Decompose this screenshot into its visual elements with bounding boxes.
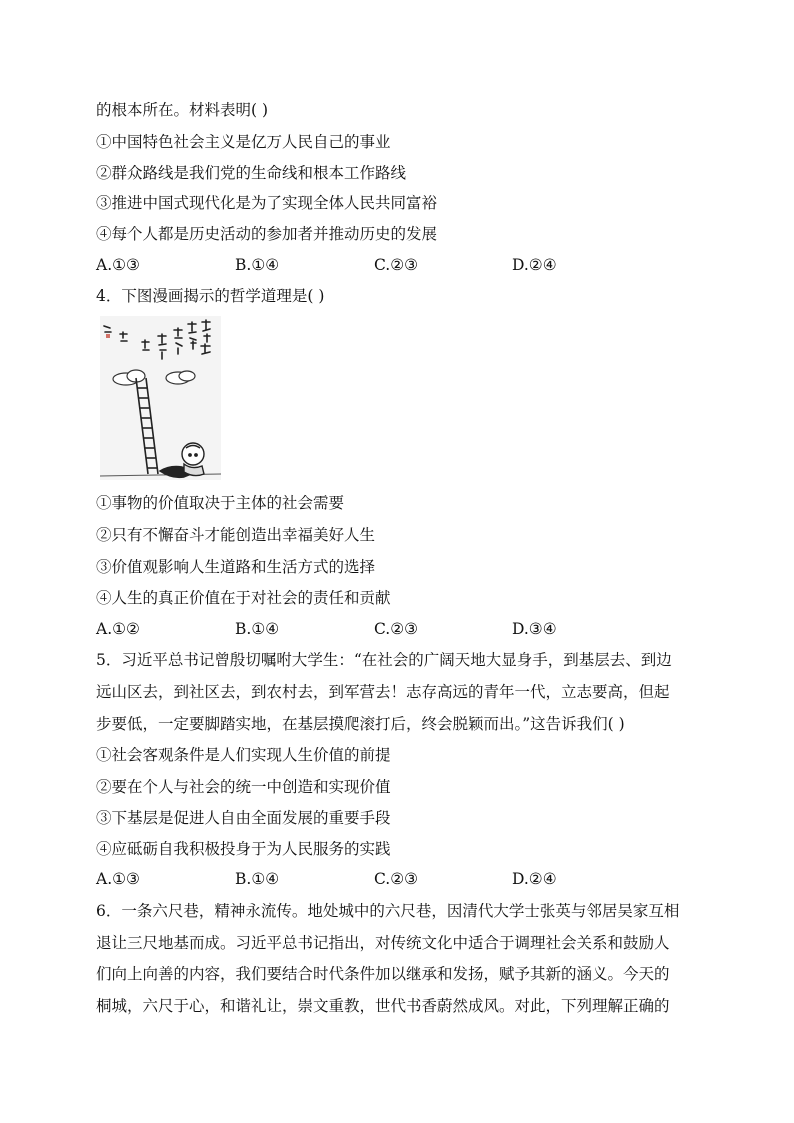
q4-choices	[96, 620, 706, 640]
q6-stem-line-3: 们向上向善的内容，我们要结合时代条件加以继承和发扬，赋予其新的涵义。今天的	[96, 965, 670, 983]
q3-option-3: ③推进中国式现代化是为了实现全体人民共同富裕	[96, 194, 438, 212]
q3-choice-c[interactable]: C.②③	[374, 256, 419, 274]
q4-choice-b[interactable]: B.①④	[235, 620, 280, 638]
q6-stem-line-2: 退让三尺地基而成。习近平总书记指出，对传统文化中适合于调理社会关系和鼓励人	[96, 934, 670, 952]
q4-option-2: ②只有不懈奋斗才能创造出幸福美好人生	[96, 526, 376, 544]
q4-choice-d[interactable]: D.③④	[512, 620, 557, 638]
q4-option-4: ④人生的真正价值在于对社会的责任和贡献	[96, 589, 391, 607]
q4-option-3: ③价值观影响人生道路和生活方式的选择	[96, 558, 376, 576]
q3-option-4: ④每个人都是历史活动的参加者并推动历史的发展	[96, 225, 438, 243]
q5-option-1: ①社会客观条件是人们实现人生价值的前提	[96, 746, 391, 764]
q5-stem-line-1: 5．习近平总书记曾殷切嘱咐大学生：“在社会的广阔天地大显身手，到基层去、到边	[96, 651, 672, 669]
q5-stem-line-2: 远山区去，到社区去，到农村去，到军营去！志存高远的青年一代，立志要高，但起	[96, 683, 670, 701]
q3-stem-end: 的根本所在。材料表明( )	[96, 101, 269, 119]
q3-choices	[96, 256, 706, 276]
q5-choice-c[interactable]: C.②③	[374, 870, 419, 888]
q3-choice-b[interactable]: B.①④	[235, 256, 280, 274]
q5-stem-line-3: 步要低，一定要脚踏实地，在基层摸爬滚打后，终会脱颖而出。”这告诉我们( )	[96, 715, 625, 733]
q5-choice-d[interactable]: D.②④	[512, 870, 557, 888]
q5-option-3: ③下基层是促进人自由全面发展的重要手段	[96, 809, 391, 827]
q6-stem-line-1: 6．一条六尺巷，精神永流传。地处城中的六尺巷，因清代大学士张英与邻居吴家互相	[96, 902, 680, 920]
q4-choice-a[interactable]: A.①②	[96, 620, 140, 638]
cartoon-ladder-image	[100, 316, 221, 480]
q3-option-2: ②群众路线是我们党的生命线和根本工作路线	[96, 164, 407, 182]
q5-option-2: ②要在个人与社会的统一中创造和实现价值	[96, 778, 391, 796]
q5-option-4: ④应砥砺自我积极投身于为人民服务的实践	[96, 840, 391, 858]
cartoon-drawing	[100, 316, 221, 480]
q4-option-1: ①事物的价值取决于主体的社会需要	[96, 494, 345, 512]
q4-stem: 4．下图漫画揭示的哲学道理是( )	[96, 287, 325, 305]
q5-choice-a[interactable]: A.①③	[96, 870, 140, 888]
q5-choices	[96, 870, 706, 890]
q3-choice-a[interactable]: A.①③	[96, 256, 140, 274]
q5-choice-b[interactable]: B.①④	[235, 870, 280, 888]
q6-stem-line-4: 桐城，六尺于心，和谐礼让，崇文重教，世代书香蔚然成风。对此，下列理解正确的	[96, 997, 670, 1015]
q4-choice-c[interactable]: C.②③	[374, 620, 419, 638]
q3-option-1: ①中国特色社会主义是亿万人民自己的事业	[96, 133, 391, 151]
q3-choice-d[interactable]: D.②④	[512, 256, 557, 274]
